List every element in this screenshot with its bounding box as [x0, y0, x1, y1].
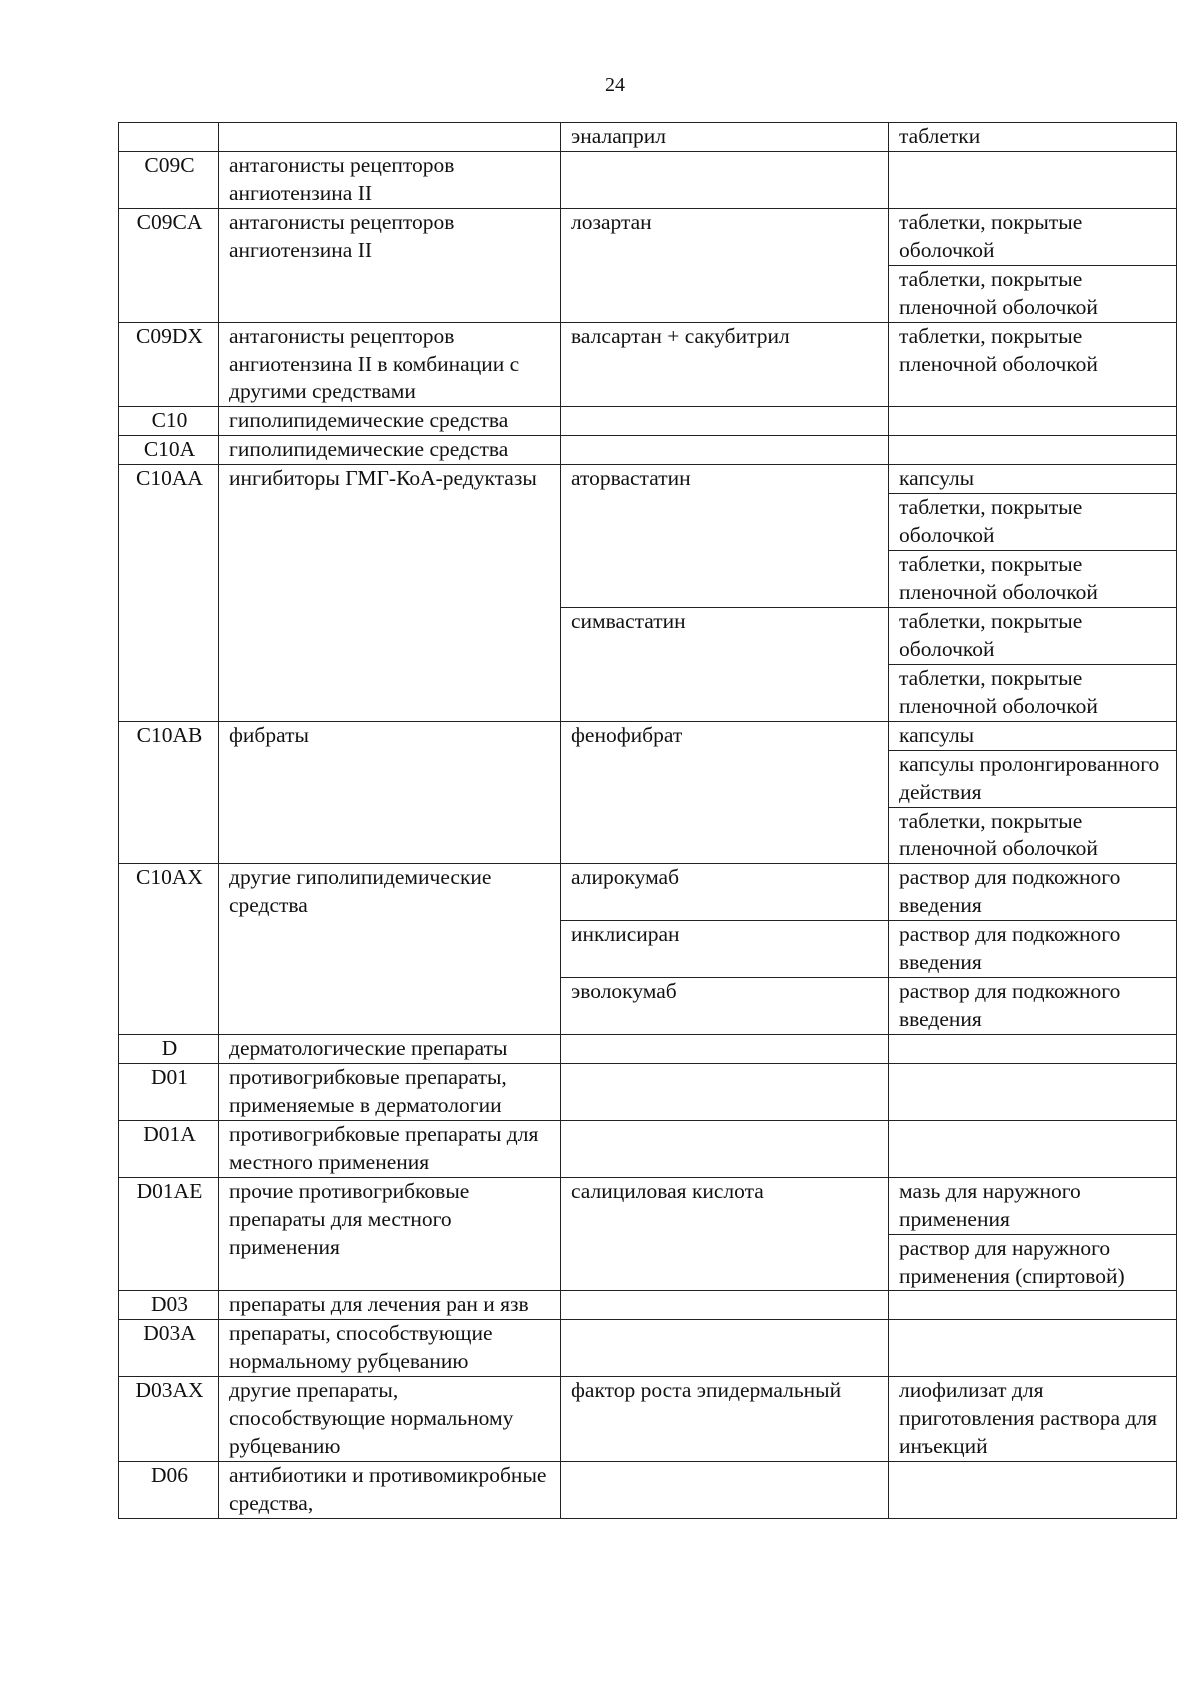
atc-code-cell: D03 [119, 1291, 219, 1320]
table-row [119, 1177, 1177, 1234]
atc-code-cell: D01AE [119, 1177, 219, 1291]
atc-code-cell: D03AX [119, 1377, 219, 1462]
drug-name-cell [561, 436, 889, 465]
drug-name-cell: лозартан [561, 208, 889, 322]
table-row [119, 436, 1177, 465]
pharmacological-group-cell: гиполипидемические средства [219, 407, 561, 436]
dosage-form-cell: капсулы [889, 721, 1177, 750]
atc-code-cell: D01A [119, 1120, 219, 1177]
dosage-form-cell [889, 1035, 1177, 1064]
atc-code-cell: C09CA [119, 208, 219, 322]
table-row [119, 864, 1177, 921]
table-row [119, 407, 1177, 436]
atc-code-cell: D [119, 1035, 219, 1064]
dosage-form-cell: капсулы пролонгированного действия [889, 750, 1177, 807]
dosage-form-cell [889, 1462, 1177, 1519]
pharmacological-group-cell: дерматологические препараты [219, 1035, 561, 1064]
table-row [119, 721, 1177, 750]
dosage-form-cell: таблетки, покрытые пленочной оболочкой [889, 807, 1177, 864]
dosage-form-cell [889, 151, 1177, 208]
drug-name-cell: аторвастатин [561, 465, 889, 608]
pharmacological-group-cell: антагонисты рецепторов ангиотензина II в комбинации с другими средствами [219, 322, 561, 407]
atc-code-cell: D06 [119, 1462, 219, 1519]
drug-name-cell [561, 1320, 889, 1377]
drug-name-cell [561, 1291, 889, 1320]
drug-name-cell: салициловая кислота [561, 1177, 889, 1291]
pharmacological-group-cell: препараты для лечения ран и язв [219, 1291, 561, 1320]
dosage-form-cell: таблетки [889, 123, 1177, 152]
dosage-form-cell: раствор для наружного применения (спиртовой) [889, 1234, 1177, 1291]
table-row [119, 1462, 1177, 1519]
drug-name-cell: фенофибрат [561, 721, 889, 864]
table-row [119, 465, 1177, 494]
atc-code-cell: D01 [119, 1063, 219, 1120]
drug-name-cell [561, 1462, 889, 1519]
pharmacological-group-cell: прочие противогрибковые препараты для местного применения [219, 1177, 561, 1291]
dosage-form-cell [889, 1320, 1177, 1377]
drug-table [118, 122, 1177, 1519]
pharmacological-group-cell: антагонисты рецепторов ангиотензина II [219, 208, 561, 322]
drug-name-cell: эналаприл [561, 123, 889, 152]
dosage-form-cell [889, 1120, 1177, 1177]
table-row [119, 1063, 1177, 1120]
pharmacological-group-cell: фибраты [219, 721, 561, 864]
dosage-form-cell: таблетки, покрытые пленочной оболочкой [889, 664, 1177, 721]
dosage-form-cell: таблетки, покрытые оболочкой [889, 494, 1177, 551]
dosage-form-cell: капсулы [889, 465, 1177, 494]
drug-name-cell: эволокумаб [561, 978, 889, 1035]
table-row [119, 151, 1177, 208]
drug-name-cell [561, 407, 889, 436]
atc-code-cell: C09C [119, 151, 219, 208]
table-row [119, 1035, 1177, 1064]
atc-code-cell: C09DX [119, 322, 219, 407]
dosage-form-cell [889, 436, 1177, 465]
table-row [119, 208, 1177, 265]
atc-code-cell: C10AB [119, 721, 219, 864]
dosage-form-cell: таблетки, покрытые пленочной оболочкой [889, 551, 1177, 608]
atc-code-cell: C10 [119, 407, 219, 436]
dosage-form-cell: таблетки, покрытые пленочной оболочкой [889, 265, 1177, 322]
dosage-form-cell [889, 1291, 1177, 1320]
atc-code-cell: C10AA [119, 465, 219, 721]
table-row [119, 1120, 1177, 1177]
pharmacological-group-cell [219, 123, 561, 152]
dosage-form-cell: таблетки, покрытые оболочкой [889, 208, 1177, 265]
atc-code-cell: C10AX [119, 864, 219, 1035]
pharmacological-group-cell: другие препараты, способствующие нормальному рубцеванию [219, 1377, 561, 1462]
table-row [119, 123, 1177, 152]
dosage-form-cell: раствор для подкожного введения [889, 978, 1177, 1035]
table-row [119, 1320, 1177, 1377]
dosage-form-cell [889, 1063, 1177, 1120]
drug-name-cell [561, 151, 889, 208]
atc-code-cell: C10A [119, 436, 219, 465]
drug-name-cell [561, 1120, 889, 1177]
dosage-form-cell: раствор для подкожного введения [889, 864, 1177, 921]
dosage-form-cell [889, 407, 1177, 436]
pharmacological-group-cell: другие гиполипидемические средства [219, 864, 561, 1035]
pharmacological-group-cell: противогрибковые препараты, применяемые в дерматологии [219, 1063, 561, 1120]
table-row [119, 1377, 1177, 1462]
dosage-form-cell: мазь для наружного применения [889, 1177, 1177, 1234]
pharmacological-group-cell: антибиотики и противомикробные средства, [219, 1462, 561, 1519]
drug-name-cell: инклисиран [561, 921, 889, 978]
page-number: 24 [605, 74, 625, 96]
table-body [119, 123, 1177, 1519]
drug-name-cell [561, 1035, 889, 1064]
table-row [119, 1291, 1177, 1320]
dosage-form-cell: таблетки, покрытые пленочной оболочкой [889, 322, 1177, 407]
drug-name-cell: симвастатин [561, 607, 889, 721]
dosage-form-cell: таблетки, покрытые оболочкой [889, 607, 1177, 664]
pharmacological-group-cell: противогрибковые препараты для местного применения [219, 1120, 561, 1177]
dosage-form-cell: раствор для подкожного введения [889, 921, 1177, 978]
pharmacological-group-cell: ингибиторы ГМГ-КоА-редуктазы [219, 465, 561, 721]
drug-name-cell: валсартан + сакубитрил [561, 322, 889, 407]
pharmacological-group-cell: гиполипидемические средства [219, 436, 561, 465]
drug-name-cell [561, 1063, 889, 1120]
drug-name-cell: фактор роста эпидермальный [561, 1377, 889, 1462]
pharmacological-group-cell: антагонисты рецепторов ангиотензина II [219, 151, 561, 208]
pharmacological-group-cell: препараты, способствующие нормальному рубцеванию [219, 1320, 561, 1377]
drug-name-cell: алирокумаб [561, 864, 889, 921]
atc-code-cell: D03A [119, 1320, 219, 1377]
table-row [119, 322, 1177, 407]
atc-code-cell [119, 123, 219, 152]
dosage-form-cell: лиофилизат для приготовления раствора для инъекций [889, 1377, 1177, 1462]
